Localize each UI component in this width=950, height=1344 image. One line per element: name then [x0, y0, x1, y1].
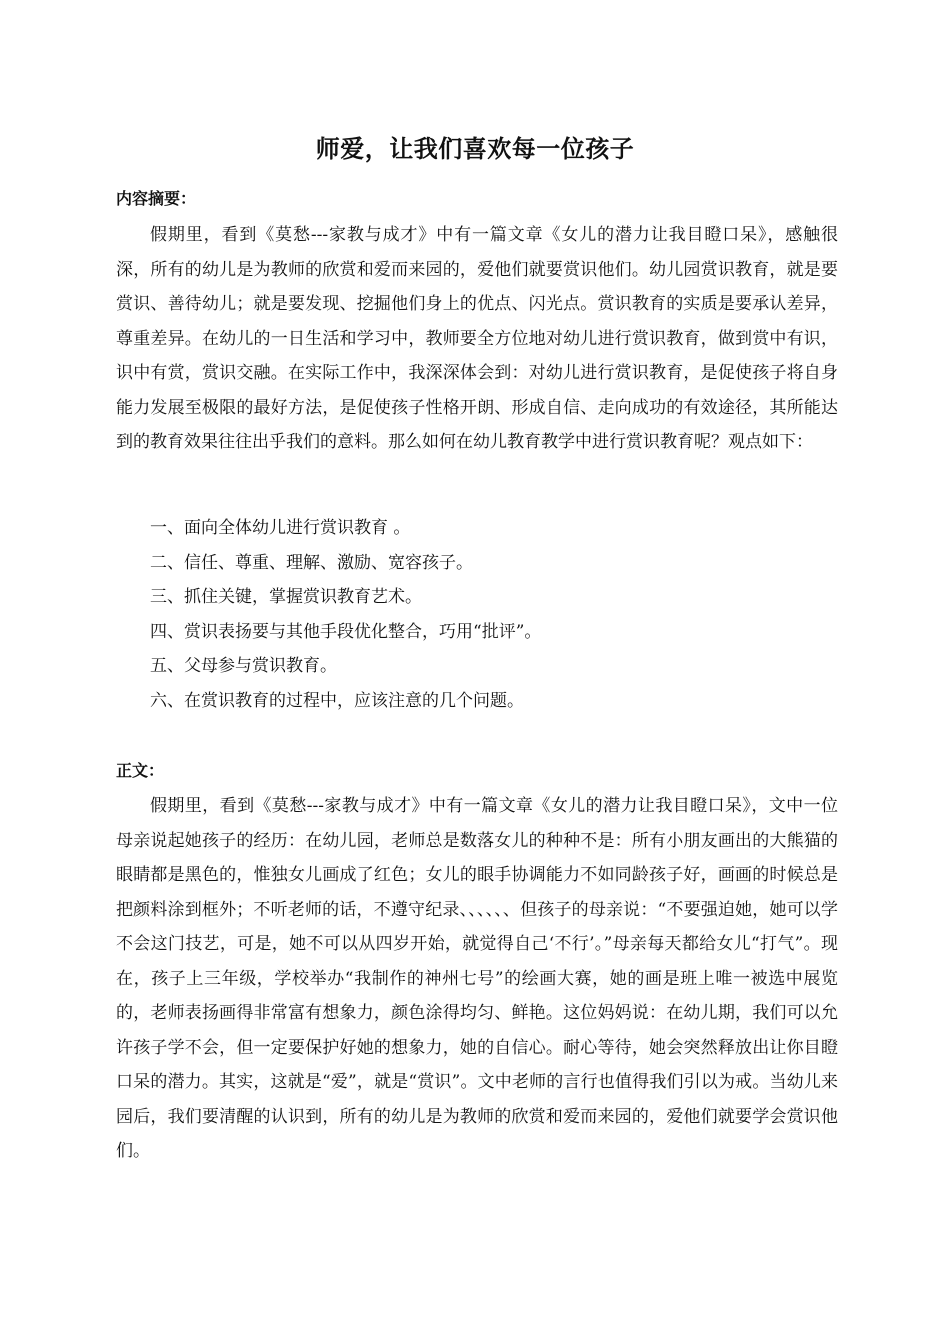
abstract-point: 二、信任、尊重、理解、激励、宽容孩子。: [150, 552, 473, 573]
abstract-points-list: [150, 511, 840, 718]
abstract-point: 三、抓住关键，掌握赏识教育艺术。: [150, 587, 422, 607]
body-paragraph: 假期里，看到《莫愁---家教与成才》中有一篇文章《女儿的潜力让我目瞪口呆》，文中一位母亲说起她孩子的经历：在幼儿园，老师总是数落女儿的种种不是：所有小朋友画出的大熊猫的眼睛都是黑色的，惟独女儿画成了红色；女儿的眼手协调能力不如同龄孩子好，画画的时候总是把颜料涂到框外；不听老师的话，不遵守纪录、、、、、、但孩子的母亲说：“不要强迫她，她可以学不会这门技艺，可是，她不可以从四岁开始，就觉得自己‘不行’。”母亲每天都给女儿“打气”。现在，孩子上三年级，学校举办“我制作的神州七号”的绘画大赛，她的画是班上唯一被选中展览的，老师表扬画得非常富有想象力，颜色涂得均匀、鲜艳。这位妈妈说：在幼儿期，我们可以允许孩子学不会，但一定要保护好她的想象力，她的自信心。耐心等待，她会突然释放出让你目瞪口呆的潜力。其实，这就是“爱”，就是“赏识”。文中老师的言行也值得我们引以为戒。当幼儿来园后，我们要清醒的认识到，所有的幼儿是为教师的欣赏和爱而来园的，爱他们就要学会赏识他们。: [116, 796, 838, 1161]
abstract-heading: 内容摘要：: [116, 189, 197, 208]
body-heading: 正文：: [116, 761, 165, 780]
abstract-point: 六、在赏识教育的过程中，应该注意的几个问题。: [150, 690, 524, 711]
abstract-point: 五、父母参与赏识教育。: [150, 656, 337, 676]
document-title: 师爱，让我们喜欢每一位孩子: [315, 135, 635, 163]
abstract-point: 四、赏识表扬要与其他手段优化整合，巧用“批评”。: [150, 621, 542, 642]
abstract-paragraph: 假期里，看到《莫愁---家教与成才》中有一篇文章《女儿的潜力让我目瞪口呆》，感触很深，所有的幼儿是为教师的欣赏和爱而来园的，爱他们就要赏识他们。幼儿园赏识教育，就是要赏识、善待幼儿；就是要发现、挖掘他们身上的优点、闪光点。赏识教育的实质是要承认差异，尊重差异。在幼儿的一日生活和学习中，教师要全方位地对幼儿进行赏识教育，做到赏中有识，识中有赏，赏识交融。在实际工作中，我深深体会到：对幼儿进行赏识教育，是促使孩子将自身能力发展至极限的最好方法，是促使孩子性格开朗、形成自信、走向成功的有效途径，其所能达到的教育效果往往出乎我们的意料。那么如何在幼儿教育教学中进行赏识教育呢？观点如下：: [116, 225, 838, 452]
abstract-point: 一、面向全体幼儿进行赏识教育 。: [150, 518, 411, 538]
